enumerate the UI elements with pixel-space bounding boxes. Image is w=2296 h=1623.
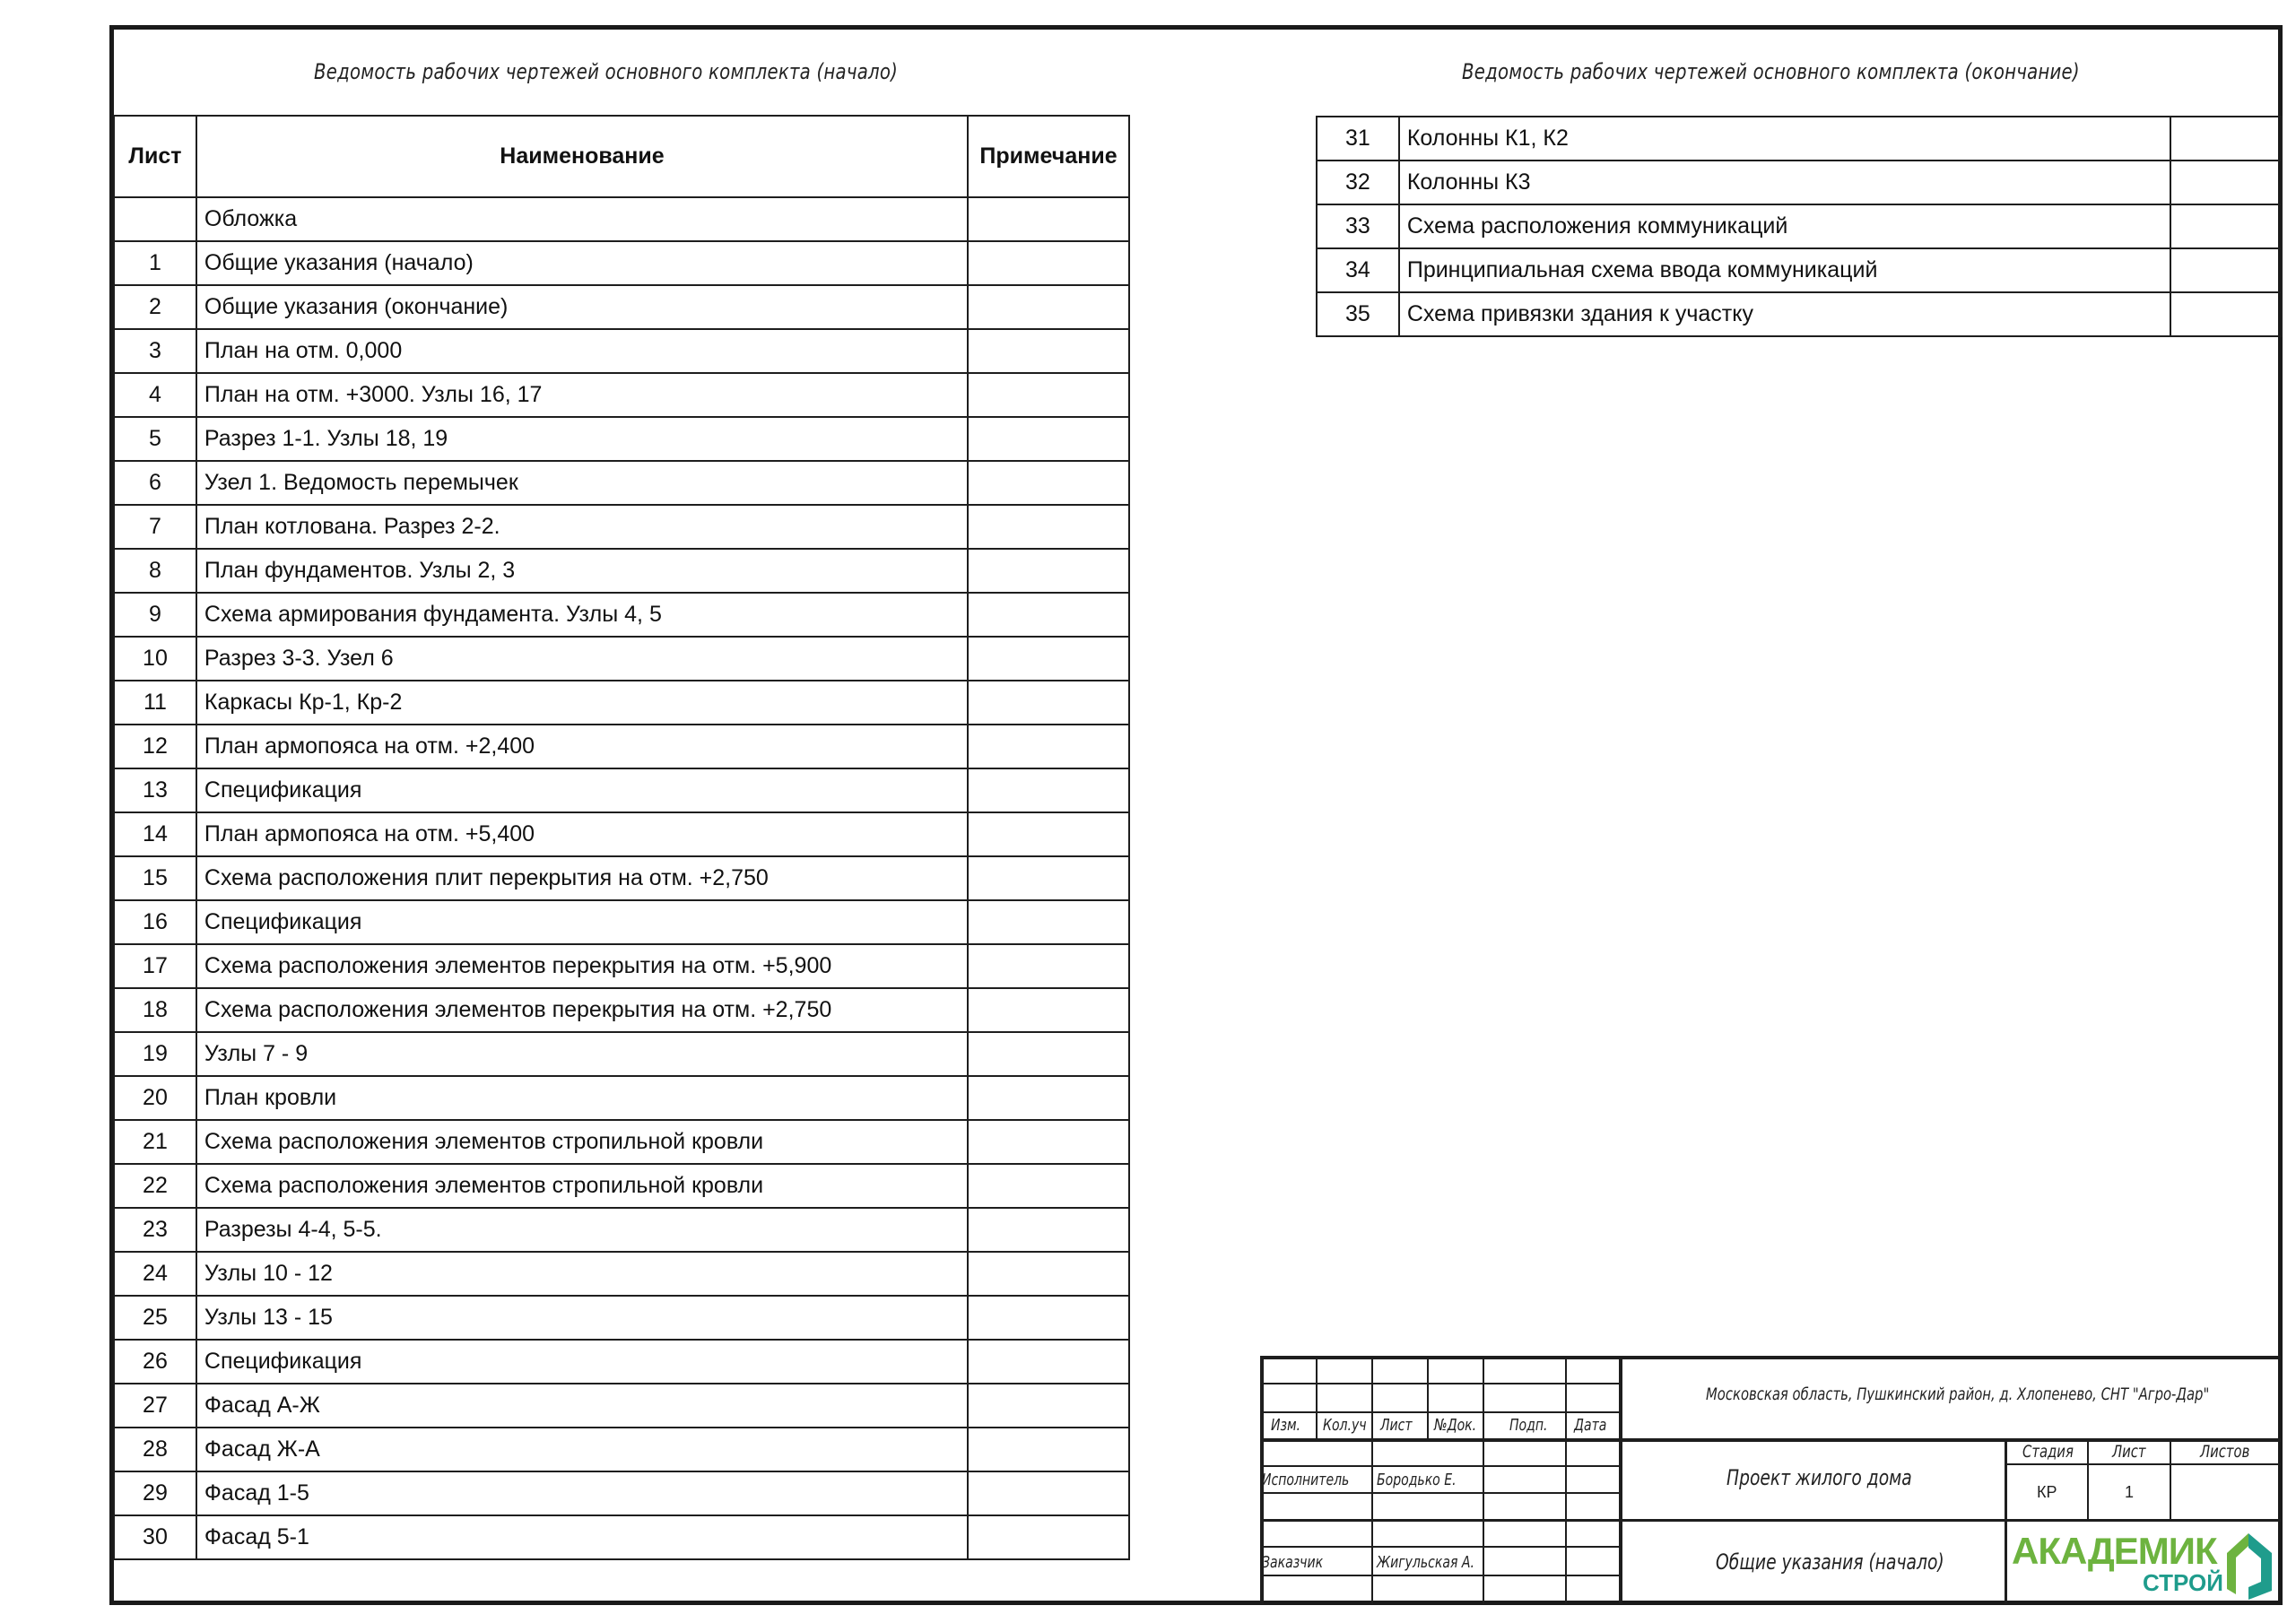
- sheet-note: [968, 461, 1129, 505]
- sheet-title: Фасад Ж-А: [196, 1428, 968, 1471]
- table-row: [114, 197, 1129, 241]
- sheet-title: Схема привязки здания к участку: [1399, 292, 2170, 336]
- sheet-note: [968, 1164, 1129, 1208]
- sheet-number: 18: [114, 988, 196, 1032]
- sheet-number: 9: [114, 593, 196, 637]
- sheet-title: Общие указания (начало): [196, 241, 968, 285]
- table-row: [114, 856, 1129, 900]
- sheet-number: 2: [114, 285, 196, 329]
- sheet-title: Схема расположения коммуникаций: [1399, 204, 2170, 248]
- header-note: Примечание: [968, 116, 1129, 197]
- sheet-number: 34: [1317, 248, 1399, 292]
- sheet-note: [968, 373, 1129, 417]
- header-sheets-total: Листов: [2200, 1442, 2250, 1462]
- sheet-number: 14: [114, 812, 196, 856]
- stage-value: КР: [2037, 1483, 2057, 1501]
- header-sheet: Лист: [114, 116, 196, 197]
- table-row: [114, 768, 1129, 812]
- sheet-title: Фасад 1-5: [196, 1471, 968, 1515]
- sheet-title: План котлована. Разрез 2-2.: [196, 505, 968, 549]
- sheet-value: 1: [2125, 1483, 2135, 1501]
- sheet-title: Спецификация: [196, 768, 968, 812]
- sheet-number: [114, 197, 196, 241]
- sheet-note: [2170, 117, 2282, 161]
- sheet-note: [968, 1252, 1129, 1296]
- executor-name: Бородько Е.: [1377, 1471, 1457, 1489]
- sheet-title: План на отм. +3000. Узлы 16, 17: [196, 373, 968, 417]
- table-row: [114, 373, 1129, 417]
- sheet-number: 23: [114, 1208, 196, 1252]
- sheet-number: 15: [114, 856, 196, 900]
- sheet-number: 10: [114, 637, 196, 681]
- sheet-number: 29: [114, 1471, 196, 1515]
- sheet-number: 35: [1317, 292, 1399, 336]
- sheet-number: 8: [114, 549, 196, 593]
- sheet-number: 33: [1317, 204, 1399, 248]
- sheet-title: Спецификация: [196, 1340, 968, 1384]
- table-row: [114, 1515, 1129, 1559]
- sheet-title: Схема расположения элементов перекрытия на отм. +5,900: [196, 944, 968, 988]
- table-row: [114, 329, 1129, 373]
- table-row: [114, 1076, 1129, 1120]
- table-row: [114, 1208, 1129, 1252]
- sheet-note: [968, 900, 1129, 944]
- table-header-row: [114, 116, 1129, 197]
- sheet-note: [968, 988, 1129, 1032]
- table-row: [114, 1252, 1129, 1296]
- project-name: Проект жилого дома: [1726, 1465, 1912, 1490]
- sheet-number: 3: [114, 329, 196, 373]
- table-row: [1317, 248, 2282, 292]
- sheet-title: Спецификация: [196, 900, 968, 944]
- sheet-title: Схема расположения плит перекрытия на отм. +2,750: [196, 856, 968, 900]
- sheet-note: [968, 1471, 1129, 1515]
- sheet-number: 20: [114, 1076, 196, 1120]
- sheet-number: 28: [114, 1428, 196, 1471]
- sheet-note: [968, 944, 1129, 988]
- sheet-note: [968, 681, 1129, 725]
- sheet-note: [968, 812, 1129, 856]
- sheet-title: Схема армирования фундамента. Узлы 4, 5: [196, 593, 968, 637]
- logo-mark: [2012, 1524, 2281, 1605]
- col-podp: Подп.: [1509, 1416, 1548, 1435]
- table-row: [114, 812, 1129, 856]
- table-row: [114, 285, 1129, 329]
- sheet-title: Узлы 10 - 12: [196, 1252, 968, 1296]
- col-data: Дата: [1574, 1416, 1607, 1435]
- sheet-number: 16: [114, 900, 196, 944]
- table-row: [114, 988, 1129, 1032]
- sheet-number: 1: [114, 241, 196, 285]
- sheet-title: Узлы 7 - 9: [196, 1032, 968, 1076]
- table-row: [114, 1296, 1129, 1340]
- sheet-note: [2170, 248, 2282, 292]
- col-list: Лист: [1380, 1416, 1413, 1435]
- drawings-list-table-end: [1316, 116, 2283, 337]
- sheet-title: План на отм. 0,000: [196, 329, 968, 373]
- sheet-note: [968, 417, 1129, 461]
- sheet-number: 32: [1317, 161, 1399, 204]
- sheet-note: [968, 505, 1129, 549]
- table-row: [114, 593, 1129, 637]
- sheet-note: [968, 1120, 1129, 1164]
- sheet-title: Обложка: [196, 197, 968, 241]
- sheet-title: Узлы 13 - 15: [196, 1296, 968, 1340]
- sheet-title: Каркасы Кр-1, Кр-2: [196, 681, 968, 725]
- sheet-title: Колонны К1, К2: [1399, 117, 2170, 161]
- table-row: [114, 900, 1129, 944]
- table-row: [114, 461, 1129, 505]
- table-row: [114, 1428, 1129, 1471]
- sheet-title: План фундаментов. Узлы 2, 3: [196, 549, 968, 593]
- sheet-title: Разрез 3-3. Узел 6: [196, 637, 968, 681]
- sheet-title: Узел 1. Ведомость перемычек: [196, 461, 968, 505]
- sheet-note: [968, 1032, 1129, 1076]
- sheet-note: [968, 856, 1129, 900]
- role-customer: Заказчик: [1262, 1553, 1324, 1572]
- header-stage: Стадия: [2022, 1442, 2074, 1462]
- sheet-number: 31: [1317, 117, 1399, 161]
- sheet-title: Фасад А-Ж: [196, 1384, 968, 1428]
- sheet-number: 4: [114, 373, 196, 417]
- sheet-title: План армопояса на отм. +2,400: [196, 725, 968, 768]
- table-row: [1317, 292, 2282, 336]
- sheet-note: [968, 725, 1129, 768]
- table-row: [114, 944, 1129, 988]
- sheet-number: 21: [114, 1120, 196, 1164]
- sheet-number: 19: [114, 1032, 196, 1076]
- logo-word-academic: АКАДЕМИК: [2012, 1530, 2217, 1572]
- sheet-note: [968, 768, 1129, 812]
- role-executor: Исполнитель: [1262, 1471, 1350, 1489]
- logo-word-stroy: СТРОЙ: [2143, 1569, 2223, 1596]
- table-row: [114, 505, 1129, 549]
- sheet-number: 17: [114, 944, 196, 988]
- sheet-number: 24: [114, 1252, 196, 1296]
- table-row: [114, 417, 1129, 461]
- sheet-number: 27: [114, 1384, 196, 1428]
- sheet-title: Схема расположения элементов перекрытия на отм. +2,750: [196, 988, 968, 1032]
- table-row: [1317, 161, 2282, 204]
- sheet-note: [968, 593, 1129, 637]
- table-row: [114, 241, 1129, 285]
- sheet-number: 5: [114, 417, 196, 461]
- sheet-note: [2170, 161, 2282, 204]
- left-table-title: Ведомость рабочих чертежей основного комплекта (начало): [314, 59, 899, 84]
- table-row: [114, 1164, 1129, 1208]
- table-row: [114, 1340, 1129, 1384]
- sheet-note: [968, 329, 1129, 373]
- col-ndok: №Док.: [1434, 1416, 1477, 1435]
- sheet-number: 25: [114, 1296, 196, 1340]
- logo-house-icon: [2222, 1528, 2277, 1600]
- table-row: [114, 681, 1129, 725]
- table-row: [114, 1384, 1129, 1428]
- sheet-note: [968, 1428, 1129, 1471]
- header-name: Наименование: [196, 116, 968, 197]
- sheet-title: Схема расположения элементов стропильной кровли: [196, 1120, 968, 1164]
- table-row: [114, 637, 1129, 681]
- sheet-title: План армопояса на отм. +5,400: [196, 812, 968, 856]
- sheet-note: [968, 241, 1129, 285]
- sheet-number: 11: [114, 681, 196, 725]
- table-row: [114, 725, 1129, 768]
- col-kol: Кол.уч: [1323, 1416, 1367, 1435]
- right-table-title: Ведомость рабочих чертежей основного комплекта (окончание): [1462, 59, 2080, 84]
- sheet-note: [2170, 292, 2282, 336]
- sheet-title: Колонны К3: [1399, 161, 2170, 204]
- sheet-number: 6: [114, 461, 196, 505]
- sheet-number: 22: [114, 1164, 196, 1208]
- sheet-title: План кровли: [196, 1076, 968, 1120]
- sheet-title: Принципиальная схема ввода коммуникаций: [1399, 248, 2170, 292]
- sheet-number: 13: [114, 768, 196, 812]
- table-row: [114, 549, 1129, 593]
- sheet-note: [968, 637, 1129, 681]
- sheet-number: 30: [114, 1515, 196, 1559]
- sheet-note: [968, 549, 1129, 593]
- address: Московская область, Пушкинский район, д. Хлопенево, СНТ "Агро-Дар": [1706, 1384, 2210, 1404]
- col-izm: Изм.: [1271, 1416, 1301, 1435]
- drawings-list-table-start: [113, 115, 1130, 1560]
- sheet-note: [968, 1515, 1129, 1559]
- table-row: [1317, 204, 2282, 248]
- table-row: [114, 1120, 1129, 1164]
- header-sheet-no: Лист: [2112, 1442, 2146, 1462]
- sheet-number: 12: [114, 725, 196, 768]
- table-row: [1317, 117, 2282, 161]
- sheet-note: [968, 285, 1129, 329]
- sheet-note: [2170, 204, 2282, 248]
- table-row: [114, 1032, 1129, 1076]
- table-row: [114, 1471, 1129, 1515]
- sheet-note: [968, 197, 1129, 241]
- sheet-title: Разрез 1-1. Узлы 18, 19: [196, 417, 968, 461]
- sheet-name: Общие указания (начало): [1716, 1549, 1944, 1575]
- sheet-note: [968, 1340, 1129, 1384]
- sheet-note: [968, 1208, 1129, 1252]
- sheet-title: Разрезы 4-4, 5-5.: [196, 1208, 968, 1252]
- sheet-note: [968, 1296, 1129, 1340]
- sheet-title: Общие указания (окончание): [196, 285, 968, 329]
- sheet-title: Схема расположения элементов стропильной кровли: [196, 1164, 968, 1208]
- customer-name: Жигульская А.: [1377, 1553, 1474, 1572]
- sheet-number: 7: [114, 505, 196, 549]
- sheet-note: [968, 1384, 1129, 1428]
- sheet-note: [968, 1076, 1129, 1120]
- sheet-title: Фасад 5-1: [196, 1515, 968, 1559]
- sheet-number: 26: [114, 1340, 196, 1384]
